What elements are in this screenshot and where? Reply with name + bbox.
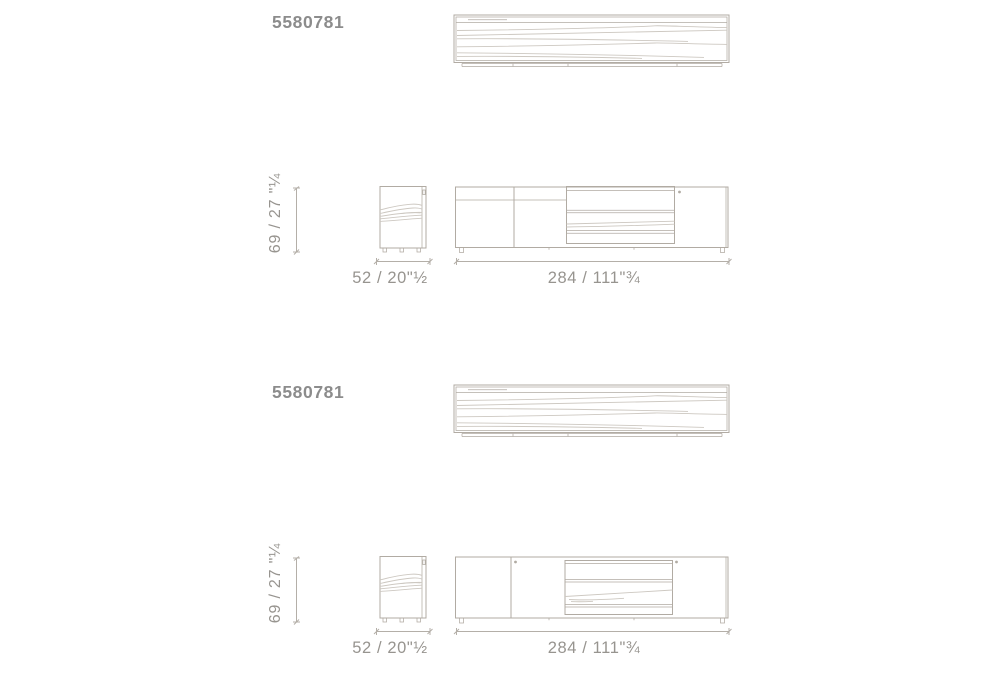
product-code: 5580781: [272, 382, 345, 402]
top-view-drawing: [452, 13, 732, 70]
width-dimension-line: [452, 256, 734, 270]
wood-grain: [380, 574, 422, 591]
plinth-feet: [460, 248, 725, 253]
wood-grain: [457, 26, 727, 59]
width-dimension-label: 284 / 111"¾: [547, 269, 641, 287]
depth-dimension-line: [372, 256, 436, 270]
handle-dot: [514, 561, 517, 564]
top-view-drawing: [452, 383, 732, 440]
product-block-1: [0, 0, 1000, 330]
cabinet-side-outline: [380, 557, 426, 619]
cabinet-side-outline: [380, 187, 426, 249]
handle-dot: [675, 561, 678, 564]
plinth-feet: [460, 618, 725, 623]
cabinet-front-outline: [456, 187, 729, 248]
depth-dimension-line: [372, 626, 436, 640]
depth-dimension-label: 52 / 20"½: [352, 269, 428, 287]
height-dimension-label: 69 / 27 "¼: [267, 172, 284, 254]
sliding-door-slats: [567, 187, 675, 244]
front-view-drawing: [452, 554, 732, 626]
height-dimension-line: [290, 186, 304, 256]
handle-dot: [678, 191, 681, 194]
sliding-door-slats: [565, 561, 673, 615]
plinth-edge: [462, 64, 722, 67]
plinth-feet: [383, 618, 421, 622]
side-view-drawing: [377, 554, 429, 626]
plinth-edge: [462, 434, 722, 437]
width-dimension-label: 284 / 111"¾: [547, 639, 641, 657]
front-view-drawing: [452, 184, 732, 256]
side-view-drawing: [377, 184, 429, 256]
product-block-2: [0, 370, 1000, 700]
wood-grain: [457, 396, 727, 429]
depth-dimension-label: 52 / 20"½: [352, 639, 428, 657]
height-dimension-line: [290, 556, 304, 626]
width-dimension-line: [452, 626, 734, 640]
cabinet-front-outline: [456, 557, 729, 618]
plinth-feet: [383, 248, 421, 252]
wood-grain: [380, 204, 422, 221]
height-dimension-label: 69 / 27 "¼: [267, 542, 284, 624]
product-code: 5580781: [272, 12, 345, 32]
